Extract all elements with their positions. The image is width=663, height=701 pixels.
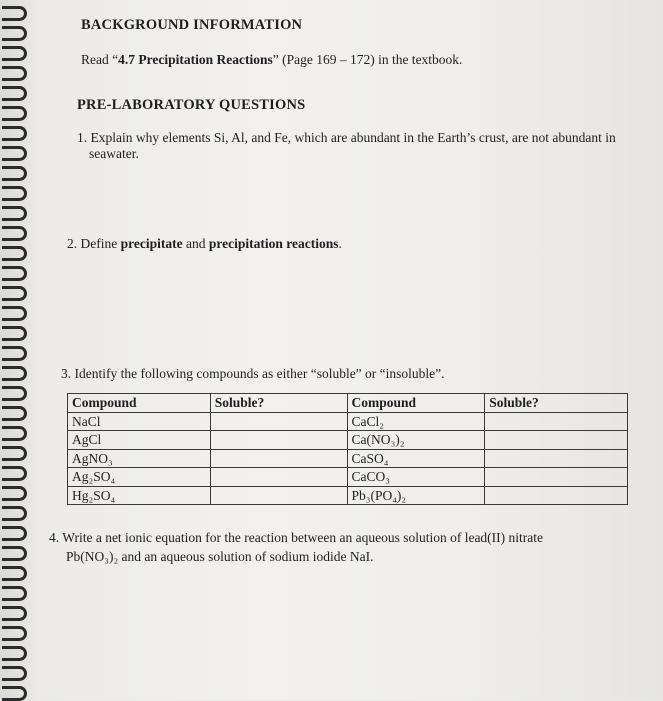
compound-cell: NaCl [68,412,211,431]
term-precipitation-reactions: precipitation reactions [208,236,339,251]
answer-cell[interactable] [210,431,347,450]
reading-suffix: ” (Page 169 – 172) in the textbook. [272,52,463,67]
question-2-number: 2. [67,236,78,251]
answer-cell[interactable] [485,412,628,431]
reading-assignment [81,52,462,68]
answer-cell[interactable] [485,431,628,450]
question-1-number: 1. [77,130,88,145]
prelab-heading: PRE-LABORATORY QUESTIONS [77,97,306,113]
solubility-table [67,393,628,505]
compound-cell: AgCl [68,431,211,450]
table-header-row [68,394,628,413]
table-row [68,431,628,450]
compound-cell: Pb₃(PO₄)₂ [347,486,485,505]
answer-cell[interactable] [210,449,347,468]
compound-cell: Hg₂SO₄ [68,486,211,505]
compound-cell: CaCO₃ [347,468,485,487]
table-row [68,412,628,431]
term-precipitate: precipitate [120,236,183,251]
question-2-post: . [338,236,342,251]
table-row [68,468,628,487]
question-4-line1: 4. Write a net ionic equation for the reaction between an aqueous solution of lead(II) nitrate [49,530,544,545]
answer-cell[interactable] [210,412,347,431]
table-row [68,449,628,468]
compound-cell: CaCl₂ [347,412,485,431]
header-soluble-1: Soluble? [210,394,347,413]
header-compound-1: Compound [68,394,211,413]
question-2-pre: Define [80,236,121,251]
answer-cell[interactable] [485,486,628,505]
background-heading: BACKGROUND INFORMATION [81,17,303,33]
reading-section-title: 4.7 Precipitation Reactions [118,52,273,67]
table-row [68,486,628,505]
compound-cell: Ca(NO₃)₂ [347,431,485,450]
answer-cell[interactable] [210,486,347,505]
answer-cell[interactable] [485,449,628,468]
question-1-line2: seawater. [89,146,139,161]
reading-prefix: Read “ [81,52,119,67]
answer-cell[interactable] [210,468,347,487]
compound-cell: CaSO₄ [347,449,485,468]
header-soluble-2: Soluble? [485,394,628,413]
question-1-line1: Explain why elements Si, Al, and Fe, which are abundant in the Earth’s crust, are not abundant in [90,130,616,145]
question-2 [67,236,342,252]
question-3: 3. Identify the following compounds as either “soluble” or “insoluble”. [61,366,445,381]
compound-cell: Ag₂SO₄ [68,468,211,487]
header-compound-2: Compound [347,394,485,413]
question-1 [77,130,616,146]
compound-cell: AgNO₃ [68,449,211,468]
question-4-line2: Pb(NO₃)₂ and an aqueous solution of sodium iodide NaI. [66,549,374,564]
question-2-mid: and [182,236,209,251]
answer-cell[interactable] [485,468,628,487]
spiral-binding [0,0,30,700]
